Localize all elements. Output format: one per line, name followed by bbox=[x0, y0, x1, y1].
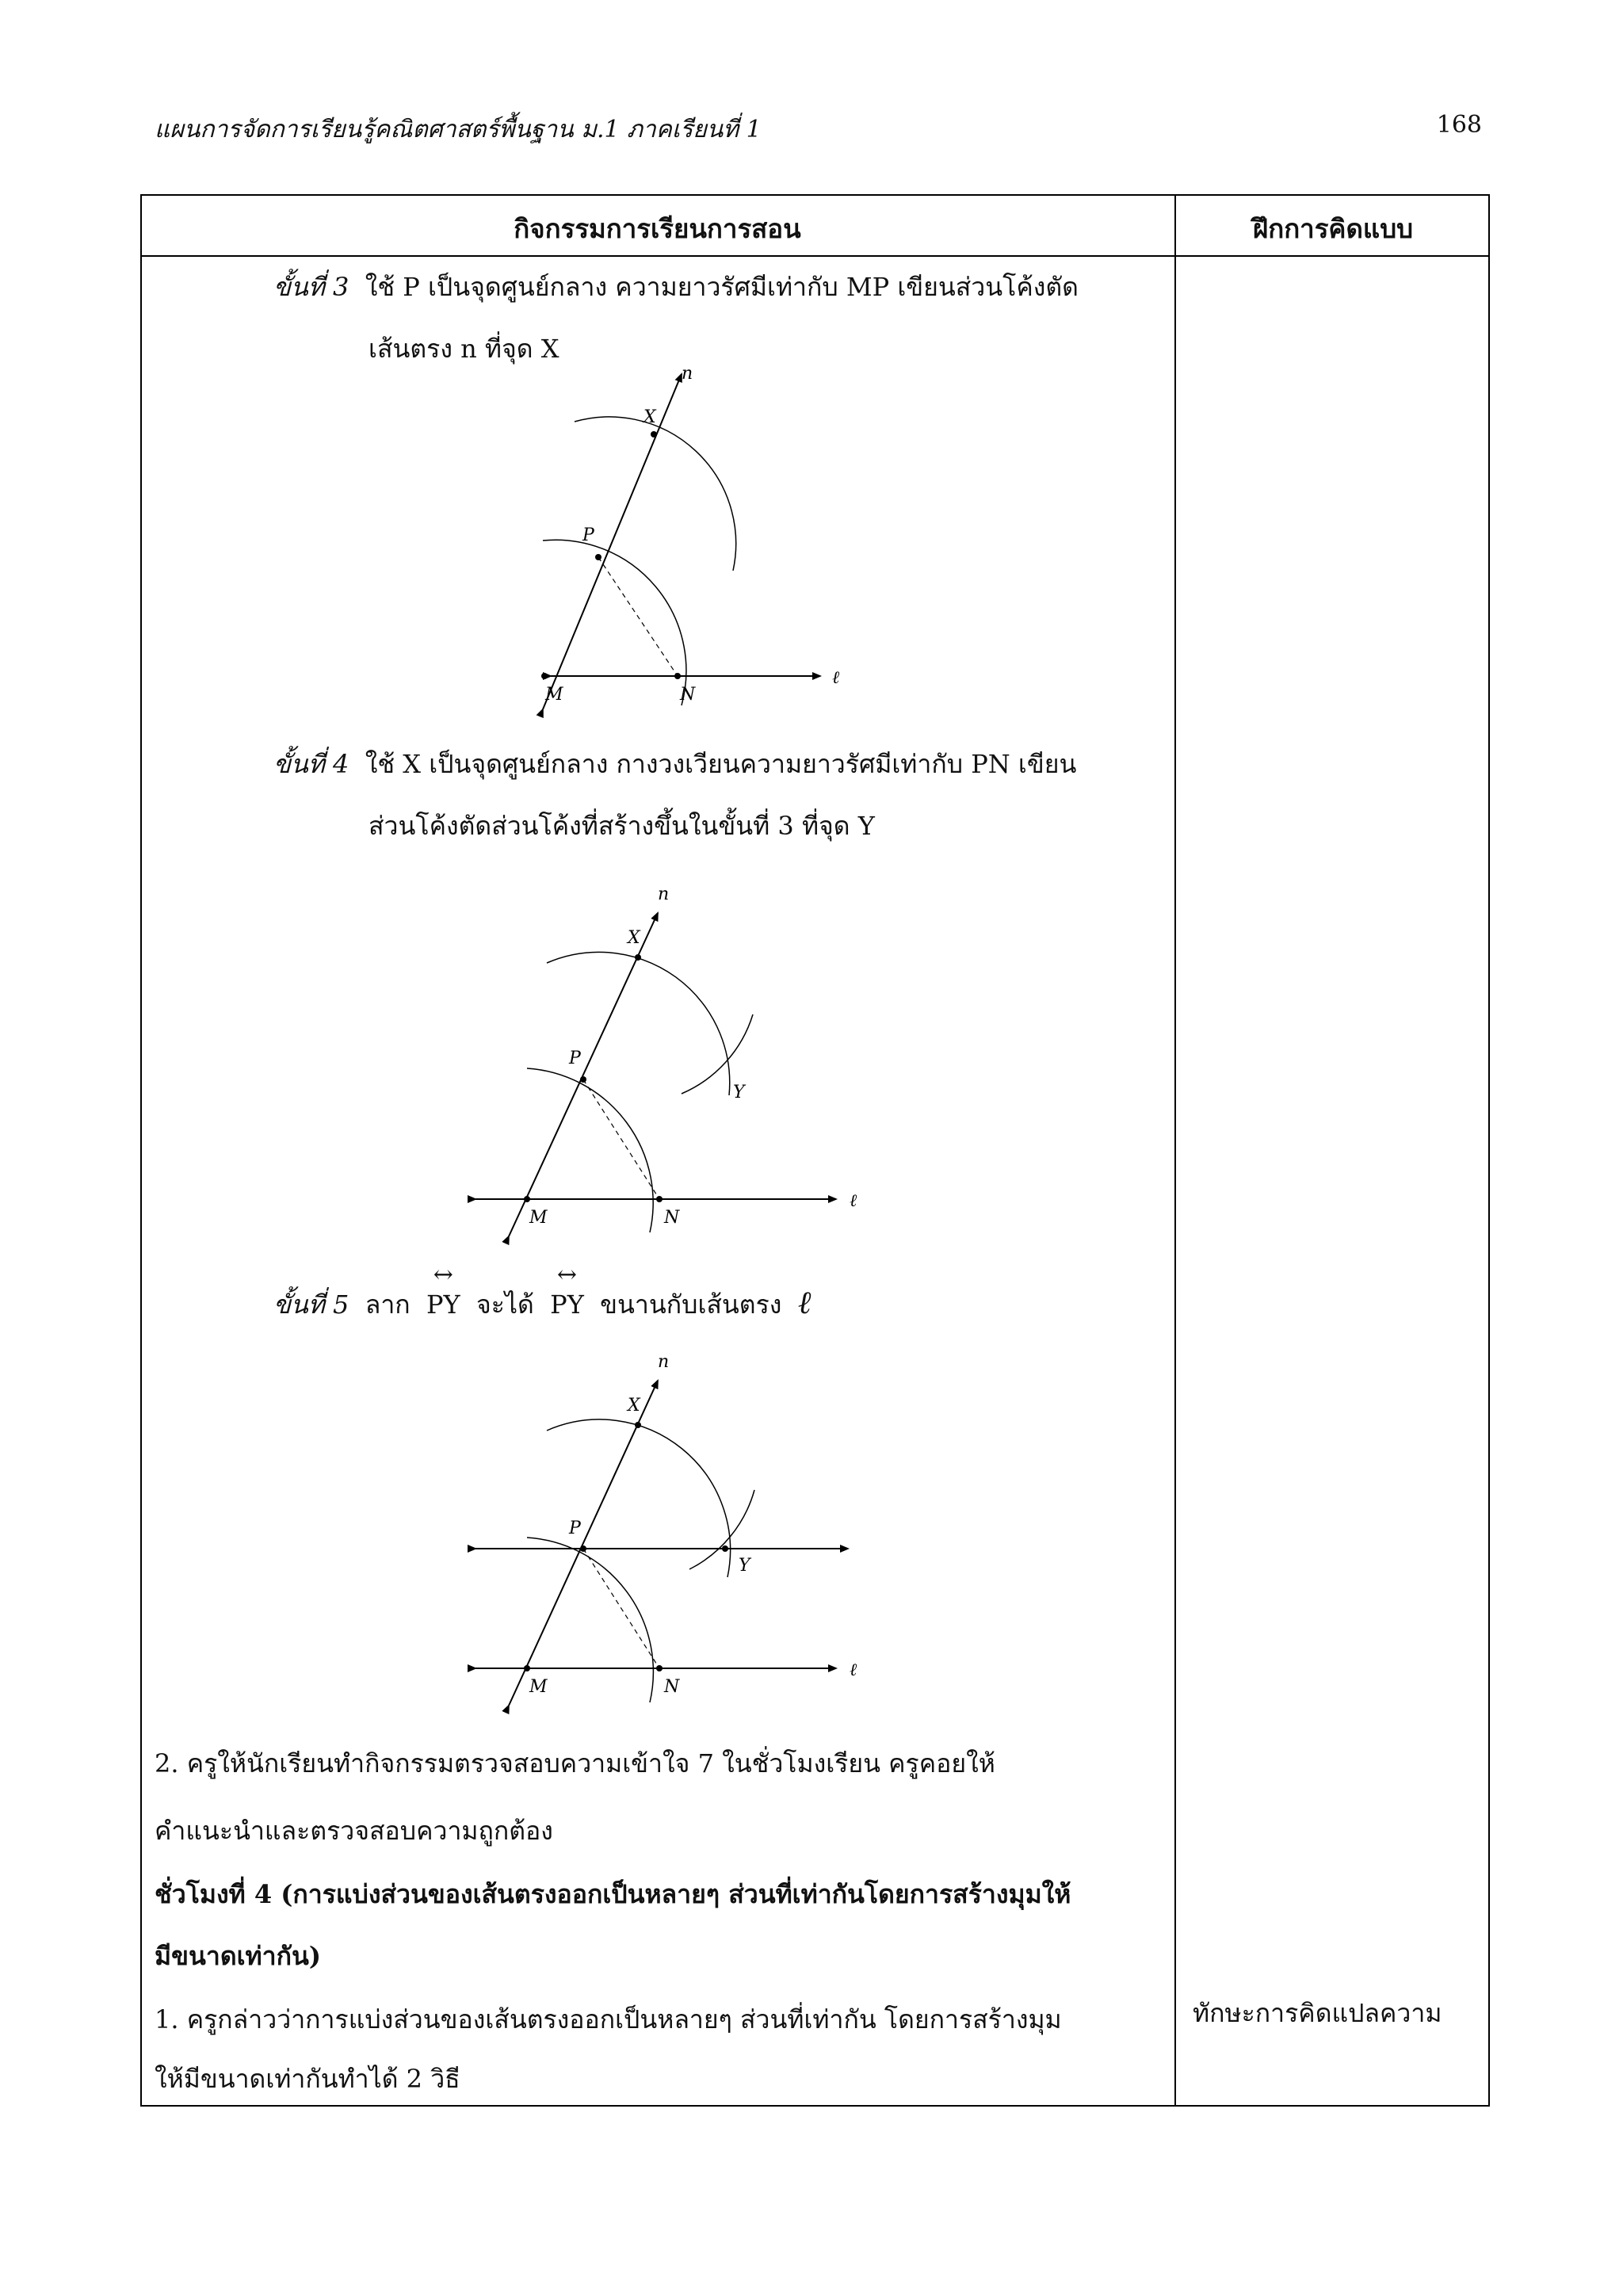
step5-get: จะได้ bbox=[476, 1289, 534, 1320]
figure-step4 bbox=[460, 880, 903, 1244]
header-divider bbox=[140, 255, 1490, 257]
step4-line2: ส่วนโค้งตัดส่วนโค้งที่สร้างขึ้นในขั้นที่ 3 ที่จุด Y bbox=[369, 811, 875, 841]
item2-line2: คำแนะนำและตรวจสอบความถูกต้อง bbox=[155, 1816, 553, 1846]
fig2-label-n-point: N bbox=[664, 1208, 680, 1228]
step4-line1 bbox=[273, 748, 1076, 780]
fig1-label-n-point: N bbox=[680, 685, 696, 705]
step3-text1: ใช้ P เป็นจุดศูนย์กลาง ความยาวรัศมีเท่ากับ MP เขียนส่วนโค้งตัด bbox=[365, 272, 1079, 302]
step5-parallel: ขนานกับเส้นตรง bbox=[600, 1289, 782, 1320]
step4-text1: ใช้ X เป็นจุดศูนย์กลาง กางวงเวียนความยาวรัศมีเท่ากับ PN เขียน bbox=[365, 749, 1077, 779]
figure-step3 bbox=[475, 357, 919, 721]
page-number: 168 bbox=[1436, 111, 1482, 139]
skill-label: ทักษะการคิดแปลความ bbox=[1193, 1998, 1442, 2028]
fig1-label-n: n bbox=[682, 364, 693, 384]
hour4-heading-line2: มีขนาดเท่ากัน) bbox=[155, 1941, 321, 1971]
step3-line1 bbox=[273, 271, 1079, 303]
step4-label: ขั้นที่ 4 bbox=[273, 749, 349, 779]
fig2-label-x: X bbox=[628, 928, 640, 948]
fig1-label-x: X bbox=[643, 407, 656, 427]
fig2-label-y: Y bbox=[733, 1083, 745, 1102]
fig2-label-p: P bbox=[569, 1049, 581, 1068]
fig3-label-l: ℓ bbox=[850, 1660, 857, 1680]
item1-line1: 1. ครูกล่าวว่าการแบ่งส่วนของเส้นตรงออกเป็นหลายๆ ส่วนที่เท่ากัน โดยการสร้างมุม bbox=[155, 2004, 1062, 2034]
column-divider bbox=[1174, 194, 1176, 2107]
fig3-label-n: n bbox=[658, 1352, 670, 1372]
ray-py-1: ↔ PY bbox=[426, 1284, 460, 1320]
column-header-activities: กิจกรรมการเรียนการสอน bbox=[514, 213, 801, 244]
step5-line bbox=[273, 1284, 811, 1320]
step5-drag: ลาก bbox=[365, 1289, 411, 1320]
item1-line2: ให้มีขนาดเท่ากันทำได้ 2 วิธี bbox=[155, 2064, 460, 2094]
fig1-label-m: M bbox=[545, 685, 563, 705]
line-symbol-l: ℓ bbox=[797, 1285, 812, 1321]
fig3-label-m: M bbox=[529, 1677, 548, 1697]
step5-label: ขั้นที่ 5 bbox=[273, 1289, 349, 1320]
fig2-label-l: ℓ bbox=[850, 1191, 857, 1211]
fig2-label-m: M bbox=[529, 1208, 548, 1228]
fig1-label-l: ℓ bbox=[832, 668, 840, 688]
figure-step5 bbox=[460, 1347, 903, 1728]
fig1-label-p: P bbox=[582, 525, 594, 545]
item2-line1: 2. ครูให้นักเรียนทำกิจกรรมตรวจสอบความเข้าใจ 7 ในชั่วโมงเรียน ครูคอยให้ bbox=[155, 1748, 995, 1778]
fig2-label-n: n bbox=[658, 884, 670, 904]
fig3-label-y: Y bbox=[739, 1556, 750, 1576]
hour4-heading-line1: ชั่วโมงที่ 4 (การแบ่งส่วนของเส้นตรงออกเป็นหลายๆ ส่วนที่เท่ากันโดยการสร้างมุมให้ bbox=[155, 1879, 1071, 1909]
fig3-label-p: P bbox=[569, 1519, 581, 1538]
fig3-label-x: X bbox=[628, 1396, 640, 1415]
fig3-label-n-point: N bbox=[664, 1677, 680, 1697]
column-header-thinking: ฝึกการคิดแบบ bbox=[1252, 213, 1414, 244]
header-title: แผนการจัดการเรียนรู้คณิตศาสตร์พื้นฐาน ม.1 ภาคเรียนที่ 1 bbox=[155, 116, 762, 143]
step3-label: ขั้นที่ 3 bbox=[273, 272, 349, 302]
ray-py-2: ↔ PY bbox=[550, 1284, 584, 1320]
step3-line2: เส้นตรง n ที่จุด X bbox=[369, 334, 559, 364]
